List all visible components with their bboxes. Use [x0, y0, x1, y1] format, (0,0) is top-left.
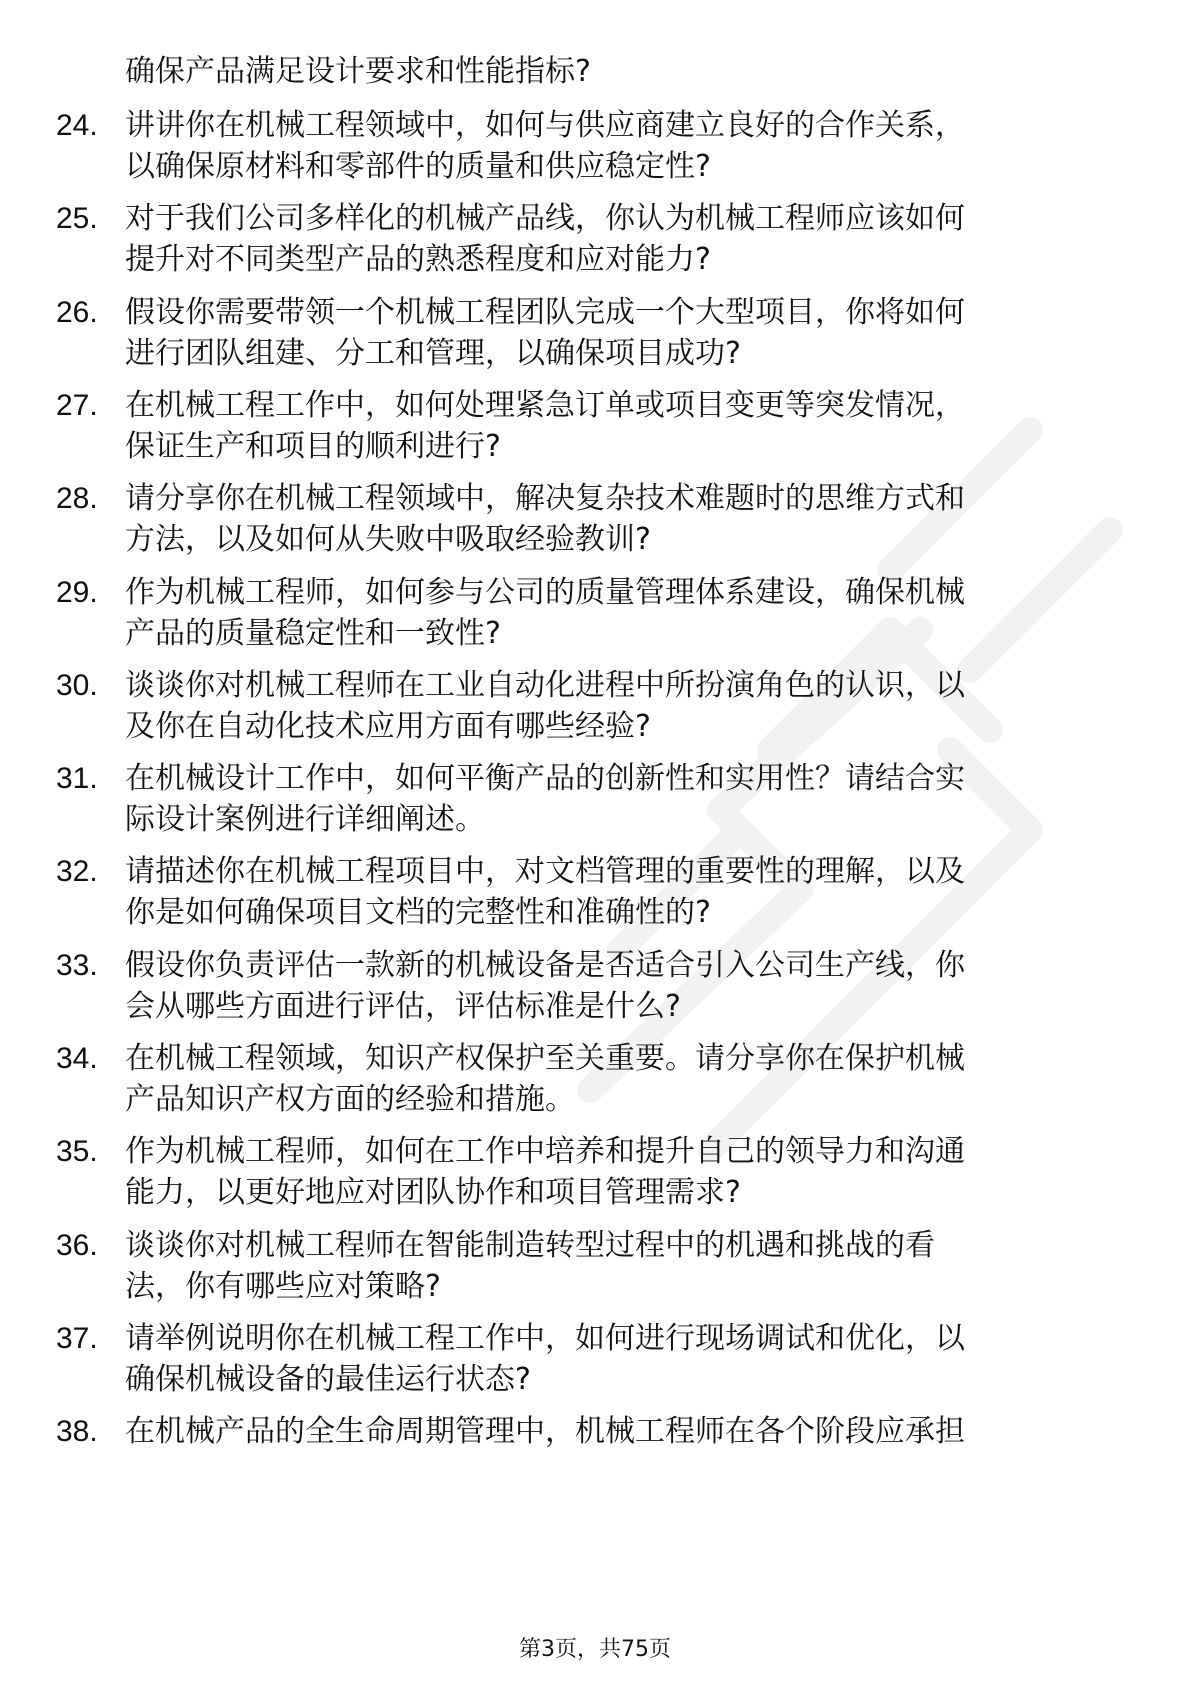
item-number: 32. [56, 855, 98, 888]
item-number: 25. [56, 202, 98, 235]
item-number: 27. [56, 389, 98, 422]
item-text-line-1: 在机械产品的全生命周期管理中，机械工程师在各个阶段应承担 [125, 1414, 965, 1449]
item-text-line-1: 对于我们公司多样化的机械产品线，你认为机械工程师应该如何 [125, 201, 965, 236]
item-text-line-1: 请举例说明你在机械工程工作中，如何进行现场调试和优化，以 [125, 1321, 965, 1356]
item-text-line-2: 保证生产和项目的顺利进行? [125, 429, 501, 464]
item-text-line-1: 假设你需要带领一个机械工程团队完成一个大型项目，你将如何 [125, 295, 965, 330]
item-number: 35. [56, 1135, 98, 1168]
item-text-line-1: 在机械工程工作中，如何处理紧急订单或项目变更等突发情况， [125, 388, 965, 423]
item-number: 37. [56, 1322, 98, 1355]
item-text-line-2: 能力，以更好地应对团队协作和项目管理需求? [125, 1175, 741, 1210]
item-number: 26. [56, 296, 98, 329]
item-text-line-2: 际设计案例进行详细阐述。 [125, 802, 485, 837]
item-text-line-2: 产品的质量稳定性和一致性? [125, 616, 501, 651]
item-text-line-2: 进行团队组建、分工和管理，以确保项目成功? [125, 336, 741, 371]
item-text-line-1: 请描述你在机械工程项目中，对文档管理的重要性的理解，以及 [125, 854, 965, 889]
item-text-line-2: 及你在自动化技术应用方面有哪些经验? [125, 709, 651, 744]
item-text-line-1: 谈谈你对机械工程师在智能制造转型过程中的机遇和挑战的看 [125, 1228, 935, 1263]
item-text-line-2: 你是如何确保项目文档的完整性和准确性的? [125, 895, 711, 930]
page-footer: 第3页，共75页 [519, 1637, 671, 1662]
item-text-line-1: 在机械设计工作中，如何平衡产品的创新性和实用性？请结合实 [125, 761, 965, 796]
item-text-line-1: 谈谈你对机械工程师在工业自动化进程中所扮演角色的认识，以 [125, 668, 965, 703]
item-text-line-1: 请分享你在机械工程领域中，解决复杂技术难题时的思维方式和 [125, 481, 965, 516]
item-text-line-1: 作为机械工程师，如何在工作中培养和提升自己的领导力和沟通 [125, 1134, 965, 1169]
item-number: 29. [56, 576, 98, 609]
item-text-line-1: 假设你负责评估一款新的机械设备是否适合引入公司生产线，你 [125, 948, 965, 983]
item-number: 36. [56, 1229, 98, 1262]
item-text-line-2: 提升对不同类型产品的熟悉程度和应对能力? [125, 242, 711, 277]
item-text-line-2: 法，你有哪些应对策略? [125, 1269, 441, 1304]
item-text-line-2: 产品知识产权方面的经验和措施。 [125, 1082, 575, 1117]
item-number: 30. [56, 669, 98, 702]
item-number: 28. [56, 482, 98, 515]
item-number: 24. [56, 109, 98, 142]
item-number: 31. [56, 762, 98, 795]
item-text-line-1: 作为机械工程师，如何参与公司的质量管理体系建设，确保机械 [125, 575, 965, 610]
item-number: 33. [56, 949, 98, 982]
item-text-line-2: 方法，以及如何从失败中吸取经验教训? [125, 522, 651, 557]
continuation-line: 确保产品满足设计要求和性能指标? [125, 54, 591, 89]
item-number: 34. [56, 1042, 98, 1075]
item-text-line-1: 在机械工程领域，知识产权保护至关重要。请分享你在保护机械 [125, 1041, 965, 1076]
item-number: 38. [56, 1415, 98, 1448]
item-text-line-1: 讲讲你在机械工程领域中，如何与供应商建立良好的合作关系， [125, 108, 965, 143]
item-text-line-2: 确保机械设备的最佳运行状态? [125, 1362, 531, 1397]
item-text-line-2: 以确保原材料和零部件的质量和供应稳定性? [125, 149, 711, 184]
item-text-line-2: 会从哪些方面进行评估，评估标准是什么? [125, 989, 681, 1024]
